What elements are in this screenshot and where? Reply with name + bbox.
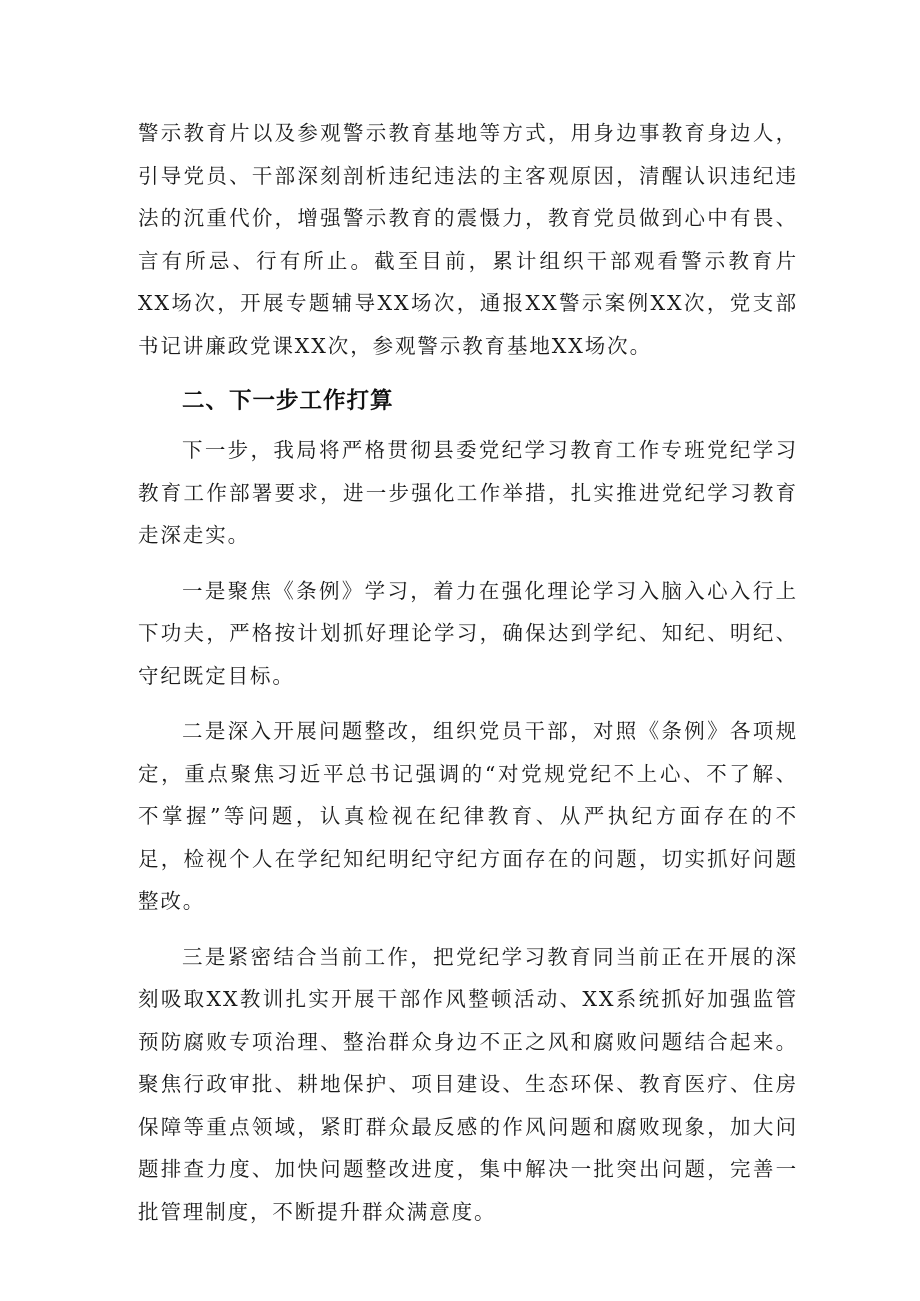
paragraph-item-two: 二是深入开展问题整改，组织党员干部，对照《条例》各项规定，重点聚焦习近平总书记强调的“对党规党纪不上心、不了解、不掌握”等问题，认真检视在纪律教育、从严执纪方面存在的不足，检视个人在学纪知纪明纪守纪方面存在的问题，切实抓好问题整改。 xyxy=(138,719,798,913)
section-heading: 二、下一步工作打算 xyxy=(182,388,394,414)
paragraph-next-steps: 下一步，我局将严格贯彻县委党纪学习教育工作专班党纪学习教育工作部署要求，进一步强化工作举措，扎实推进党纪学习教育走深走实。 xyxy=(138,438,798,547)
paragraph-continued: 警示教育片以及参观警示教育基地等方式，用身边事教育身边人，引导党员、干部深刻剖析违纪违法的主客观原因，清醒认识违纪违法的沉重代价，增强警示教育的震慑力，教育党员做到心中有畏、言有所忌、行有所止。截至目前，累计组织干部观看警示教育片XX场次，开展专题辅导XX场次，通报XX警示案例XX次，党支部书记讲廉政党课XX次，参观警示教育基地XX场次。 xyxy=(138,121,798,358)
paragraph-item-three: 三是紧密结合当前工作，把党纪学习教育同当前正在开展的深刻吸取XX教训扎实开展干部作风整顿活动、XX系统抓好加强监管预防腐败专项治理、整治群众身边不正之风和腐败问题结合起来。聚焦行政审批、耕地保护、项目建设、生态环保、教育医疗、住房保障等重点领域，紧盯群众最反感的作风问题和腐败现象，加大问题排查力度、加快问题整改进度，集中解决一批突出问题，完善一批管理制度，不断提升群众满意度。 xyxy=(138,944,798,1224)
paragraph-item-one: 一是聚焦《条例》学习，着力在强化理论学习入脑入心入行上下功夫，严格按计划抓好理论学习，确保达到学纪、知纪、明纪、守纪既定目标。 xyxy=(138,578,798,688)
document-body xyxy=(138,112,798,1233)
